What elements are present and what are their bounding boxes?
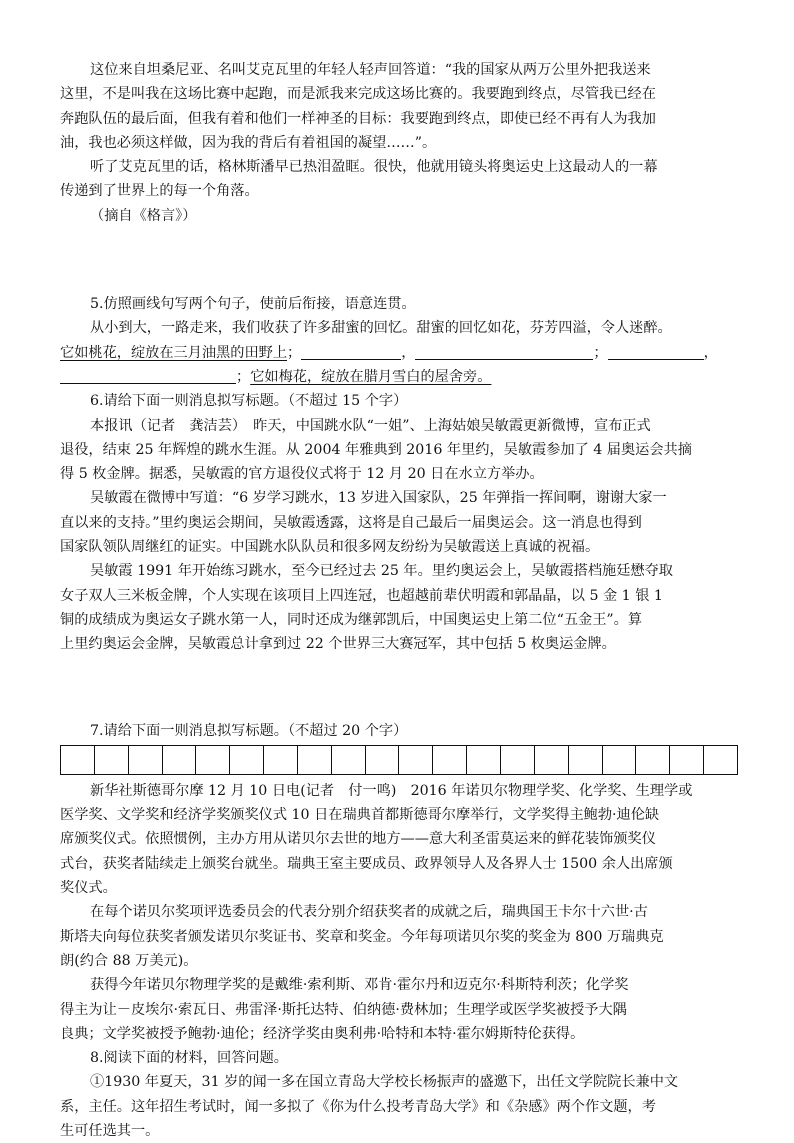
q5-blank-4[interactable] bbox=[60, 367, 236, 384]
q6-paragraph-3: 吴敏霞 1991 年开始练习跳水，至今已经过去 25 年。里约奥运会上，吴敏霞搭档施廷懋夺取 女子双人三米板金牌，个人实现在该项目上四连冠，也超越前辈伏明霞和郭晶晶，以 5 金 1 银 1 铜的成绩成为奥运女子跳水第一人，同时还成为继郭凯后，中国奥运史上第二位“五金王”。算 上里约奥运会金牌，吴敏霞总计拿到过 22 个世界三大赛冠军，其中包括 5 枚奥运金牌。 bbox=[60, 563, 673, 653]
q7-grid-cell[interactable] bbox=[670, 746, 704, 774]
q6-paragraph-2: 吴敏霞在微博中写道：“6 岁学习跳水，13 岁进入国家队，25 年弹指一挥间啊，谢谢大家一 直以来的支持。”里约奥运会期间，吴敏霞透露，这将是自己最后一届奥运会。这一消息也得到 国家队领队周继红的证实。中国跳水队队员和很多网友纷纷为吴敏霞送上真诚的祝福。 bbox=[60, 490, 667, 556]
q7-grid-cell[interactable] bbox=[569, 746, 603, 774]
q5-blank-2[interactable] bbox=[415, 343, 593, 360]
story-source: （摘自《格言》） bbox=[90, 207, 197, 224]
q5-answer-line-1: 它如桃花，绽放在三月油黑的田野上； ， ； ， bbox=[60, 344, 718, 361]
q7-grid-cell[interactable] bbox=[704, 746, 737, 774]
q5-blank-1[interactable] bbox=[301, 343, 401, 360]
q7-grid-cell[interactable] bbox=[163, 746, 197, 774]
q5-title: 5.仿照画线句写两个句子，使前后衔接，语意连贯。 bbox=[90, 296, 416, 313]
q5-answer-line-2: ；它如梅花，绽放在腊月雪白的屋舍旁。 bbox=[60, 365, 738, 389]
q7-grid-cell[interactable] bbox=[636, 746, 670, 774]
q7-grid-cell[interactable] bbox=[603, 746, 637, 774]
q7-grid-cell[interactable] bbox=[230, 746, 264, 774]
story-paragraph-2: 听了艾克瓦里的话，格林斯潘早已热泪盈眶。很快，他就用镜头将奥运史上这最动人的一幕 传递到了世界上的每一个角落。 bbox=[60, 159, 658, 200]
q6-paragraph-1: 本报讯（记者 龚洁芸） 昨天，中国跳水队“一姐”、上海姑娘吴敏霞更新微博，宣布正式 退役，结束 25 年辉煌的跳水生涯。从 2004 年雅典到 2016 年里约，吴敏霞参加了 4 届奥运会共摘 得 5 枚金牌。据悉，吴敏霞的官方退役仪式将于 12 月 20 日在水立方举办。 bbox=[60, 417, 692, 483]
q7-grid-cell[interactable] bbox=[298, 746, 332, 774]
q5-ending-sentence: 它如梅花，绽放在腊月雪白的屋舍旁。 bbox=[250, 368, 492, 385]
q7-grid-cell[interactable] bbox=[433, 746, 467, 774]
q7-grid-cell[interactable] bbox=[535, 746, 569, 774]
q7-grid-cell[interactable] bbox=[61, 746, 95, 774]
q7-grid-cell[interactable] bbox=[332, 746, 366, 774]
q5-blank-3[interactable] bbox=[608, 343, 704, 360]
q7-title: 7.请给下面一则消息拟写标题。（不超过 20 个字） bbox=[90, 722, 408, 739]
q7-paragraph-1: 新华社斯德哥尔摩 12 月 10 日电(记者 付一鸣) 2016 年诺贝尔物理学奖、化学奖、生理学或 医学奖、文学奖和经济学奖颁奖仪式 10 日在瑞典首都斯德哥尔摩举行，文学奖得主鲍勃·迪伦缺 席颁奖仪式。依照惯例，主办方用从诺贝尔去世的地方——意大利圣雷莫运来的鲜花装饰颁奖仪 式台，获奖者陆续走上颁奖台就坐。瑞典王室主要成员、政界领导人及各界人士 1500 余人出席颁 奖仪式。 bbox=[60, 782, 693, 897]
q7-grid-cell[interactable] bbox=[366, 746, 400, 774]
q8-paragraph-1: ①1930 年夏天，31 岁的闻一多在国立青岛大学校长杨振声的盛邀下，出任文学院院长兼中文 系，主任。这年招生考试时，闻一多拟了《你为什么投考青岛大学》和《杂感》两个作文题，考 生可任选其一。 bbox=[60, 1074, 679, 1139]
q8-title: 8.阅读下面的材料，回答问题。 bbox=[90, 1050, 288, 1067]
q7-answer-grid[interactable] bbox=[60, 745, 738, 775]
q7-grid-cell[interactable] bbox=[264, 746, 298, 774]
q5-underlined-sentence: 它如桃花，绽放在三月油黑的田野上 bbox=[60, 344, 288, 361]
q5-lead-line: 从小到大，一路走来，我们收获了许多甜蜜的回忆。甜蜜的回忆如花，芬芳四溢，令人迷醉。 bbox=[90, 320, 672, 337]
q7-grid-cell[interactable] bbox=[196, 746, 230, 774]
q7-paragraph-3: 获得今年诺贝尔物理学奖的是戴维·索利斯、邓肯·霍尔丹和迈克尔·科斯特利茨；化学奖 得主为让－皮埃尔·索瓦日、弗雷泽·斯托达特、伯纳德·费林加；生理学或医学奖被授予大隅 良典；文学奖被授予鲍勃·迪伦；经济学奖由奥利弗·哈特和本特·霍尔姆斯特伦获得。 bbox=[60, 977, 629, 1042]
q7-paragraph-2: 在每个诺贝尔奖项评选委员会的代表分别介绍获奖者的成就之后，瑞典国王卡尔十六世·古 斯塔夫向每位获奖者颁发诺贝尔奖证书、奖章和奖金。今年每项诺贝尔奖的奖金为 800 万瑞典克 朗(约合 88 万美元)。 bbox=[60, 904, 664, 969]
q7-grid-cell[interactable] bbox=[501, 746, 535, 774]
q7-grid-cell[interactable] bbox=[129, 746, 163, 774]
document-page bbox=[60, 58, 738, 1143]
story-paragraph-1: 这位来自坦桑尼亚、名叫艾克瓦里的年轻人轻声回答道：“我的国家从两万公里外把我送来 这里，不是叫我在这场比赛中起跑，而是派我来完成这场比赛的。我要跑到终点，尽管我已经在 奔跑队伍的最后面，但我有着和他们一样神圣的目标：我要跑到终点，即使已经不再有人为我加 油，我也必须这样做，因为我的背后有着祖国的凝望……”。 bbox=[60, 62, 656, 151]
q7-grid-cell[interactable] bbox=[95, 746, 129, 774]
q6-title: 6.请给下面一则消息拟写标题。（不超过 15 个字） bbox=[90, 393, 408, 410]
q7-grid-cell[interactable] bbox=[399, 746, 433, 774]
q7-grid-cell[interactable] bbox=[467, 746, 501, 774]
